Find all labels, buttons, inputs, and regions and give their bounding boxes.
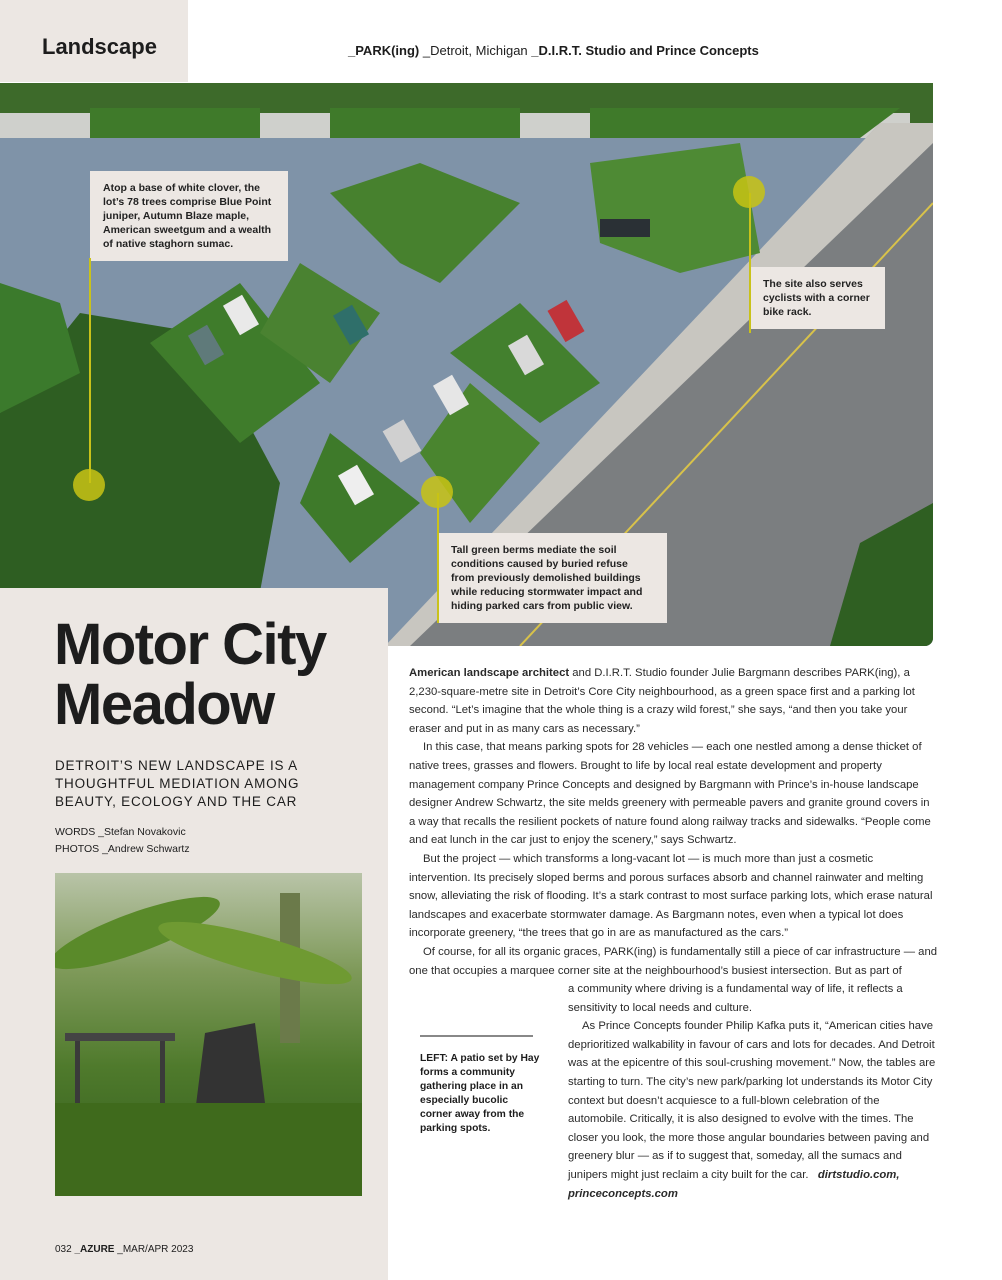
body-column-narrow — [568, 980, 938, 1203]
project-name: _PARK(ing) — [348, 43, 420, 58]
paragraph-3: But the project — which transforms a long-vacant lot — is much more than just a cosmetic intervention. Its precisely sloped berms and porous surfaces absorb and channel rainwater and melting snow, alleviating the risk of flooding. It’s a stark contrast to most surface parking lots, which erase natural landscapes and exacerbate stormwater damage. As Bargmann notes, even when a typical lot does incorporate greenery, “the trees that go in are as manufactured as the cars.” — [409, 852, 933, 940]
callout-marker — [733, 176, 765, 208]
paragraph-1: American landscape architect and D.I.R.T. Studio founder Julie Bargmann describes PARK(ing), a 2,230-square-metre site in Detroit’s Core City neighbourhood, as a green space first and a parking lot second. “Let’s imagine that the whole thing is a crazy wild forest,” she says, “and then you take your eraser and put in as many cars as necessary.” — [409, 667, 915, 735]
article-title: Motor City Meadow — [54, 612, 326, 737]
location: _Detroit, Michigan — [422, 43, 528, 58]
photo-caption: LEFT: A patio set by Hay forms a community gathering place in an especially bucolic corner away from the parking spots. — [420, 1053, 540, 1134]
aerial-photo — [0, 83, 933, 646]
links: dirtstudio.com, princeconcepts.com — [568, 1168, 900, 1200]
folio: 032 _AZURE _MAR/APR 2023 — [55, 1244, 194, 1255]
callout-line — [89, 258, 91, 483]
photos-credit: PHOTOS _Andrew Schwartz — [55, 843, 190, 855]
callout-trees: Atop a base of white clover, the lot’s 78 trees comprise Blue Point juniper, Autumn Blaze maple, American sweetgum and a wealth of native staghorn sumac. — [90, 171, 288, 261]
section-label: Landscape — [42, 34, 157, 59]
patio-illustration — [55, 873, 362, 1196]
paragraph-5: As Prince Concepts founder Philip Kafka puts it, “American cities have deprioritized walkability in favour of cars and lots for decades. And Detroit was at the epicentre of this soul-crushing movement.” Now, the tables are starting to turn. The city’s new park/parking lot understands its Motor City context but doesn’t acquiesce to a full-blown celebration of the automobile. Critically, it is also designed to evolve with the times. The closer you look, the more those angular boundaries between paving and greenery blur — as if to suggest that, someday, all the sumacs and junipers might just reclaim a city built for the car. dirtstudio.com, princeconcepts.com — [568, 1020, 936, 1200]
words-credit: WORDS _Stefan Novakovic — [55, 826, 186, 838]
callout-bike: The site also serves cyclists with a corner bike rack. — [750, 267, 885, 329]
callout-berms: Tall green berms mediate the soil conditions caused by buried refuse from previously demolished buildings while reducing stormwater impact and hiding parked cars from public view. — [438, 533, 667, 623]
patio-photo — [55, 873, 362, 1196]
body-column-wide — [409, 664, 937, 980]
callout-line — [437, 493, 439, 623]
firms: _D.I.R.T. Studio and Prince Concepts — [531, 43, 759, 58]
article-deck: DETROIT’S NEW LANDSCAPE IS A THOUGHTFUL MEDIATION AMONG BEAUTY, ECOLOGY AND THE CAR — [55, 758, 300, 809]
caption-rule — [420, 1035, 533, 1037]
callout-marker — [73, 469, 105, 501]
callout-line — [749, 193, 751, 333]
section-tab — [0, 0, 188, 82]
paragraph-4: Of course, for all its organic graces, PARK(ing) is fundamentally still a piece of car infrastructure — and one that occupies a marquee corner site at the neighbourhood’s busiest intersection. But as part of — [409, 945, 938, 977]
paragraph-4-cont: a community where driving is a fundamental way of life, it reflects a sensitivity to local needs and culture. — [568, 983, 903, 1014]
running-header — [348, 43, 759, 58]
callout-marker — [421, 476, 453, 508]
paragraph-2: In this case, that means parking spots for 28 vehicles — each one nestled among a dense thicket of native trees, grasses and flowers. Brought to life by local real estate development and property management company Prince Concepts and designed by Bargmann with Prince’s in-house landscape designer Andrew Schwartz, the site melds greenery with permeable pavers and granite ground covers in a way that recalls the resilient pockets of nature found along railway tracks and sidewalks. “People come and eat lunch in the car just to enjoy the scenery,” says Schwartz. — [409, 741, 931, 847]
